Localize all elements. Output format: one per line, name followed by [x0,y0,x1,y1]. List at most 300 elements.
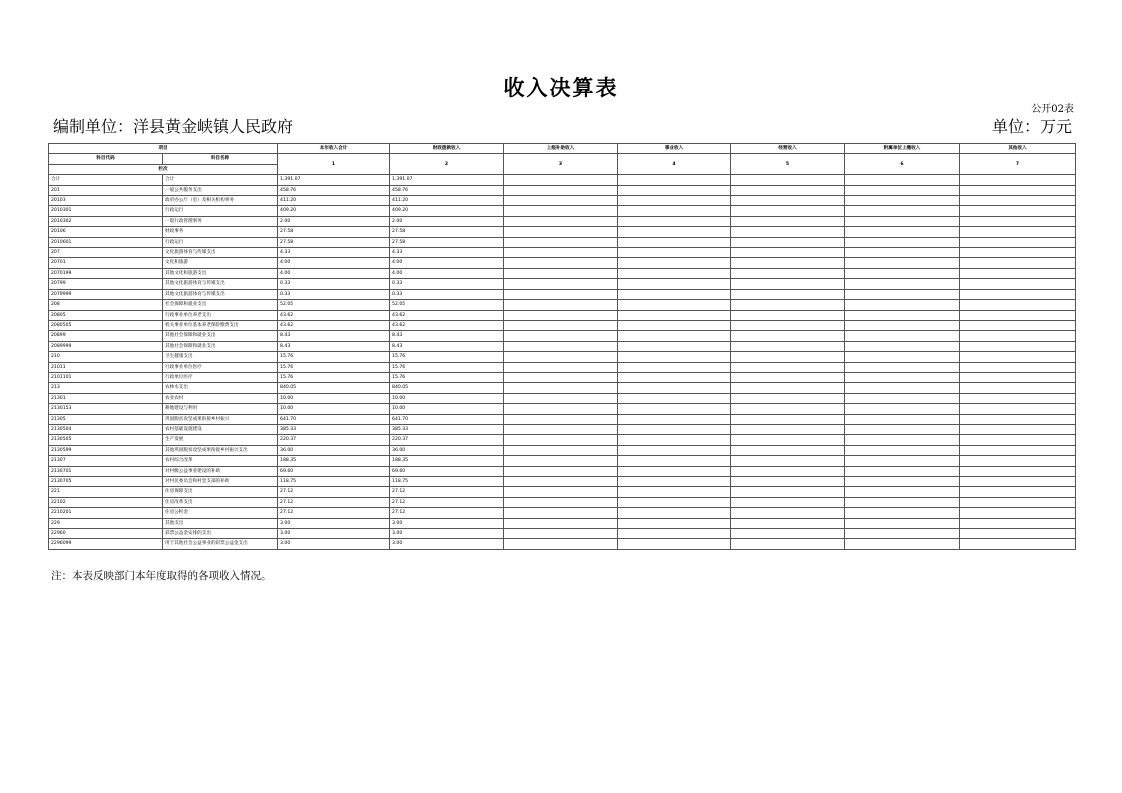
row-total: 641.70 [278,414,390,424]
empty-cell [504,206,618,216]
table-row [49,445,1076,455]
row-code: 2130705 [49,477,163,487]
row-total: 69.60 [278,466,390,476]
empty-cell [504,216,618,226]
empty-cell [960,310,1076,320]
table-row [49,352,1076,362]
empty-cell [960,414,1076,424]
page-title: 收入决算表 [503,75,619,100]
row-code: 2010301 [49,206,163,216]
table-row [49,320,1076,330]
empty-cell [960,404,1076,414]
empty-cell [618,424,731,434]
row-fiscal: 2.00 [390,216,504,226]
empty-cell [960,300,1076,310]
empty-cell [960,352,1076,362]
col-num: 6 [845,154,960,175]
row-fiscal: 4.00 [390,258,504,268]
empty-cell [618,227,731,237]
table-row [49,435,1076,445]
row-code: 221 [49,487,163,497]
col-num: 2 [390,154,504,175]
table-row [49,341,1076,351]
empty-cell [960,320,1076,330]
row-total: 0.33 [278,279,390,289]
empty-cell [731,341,845,351]
empty-cell [618,352,731,362]
empty-cell [845,227,960,237]
table-body [49,175,1076,550]
empty-cell [960,289,1076,299]
table-row [49,185,1076,195]
empty-cell [960,268,1076,278]
row-name: 对村级公益事业建设的补助 [163,466,278,476]
empty-cell [504,352,618,362]
empty-cell [845,529,960,539]
footnote: 注：本表反映部门本年度取得的各项收入情况。 [51,570,272,582]
row-fiscal: 118.75 [390,477,504,487]
row-fiscal: 36.00 [390,445,504,455]
empty-cell [504,227,618,237]
row-fiscal: 8.43 [390,331,504,341]
table-row [49,196,1076,206]
table-row [49,372,1076,382]
empty-cell [618,383,731,393]
row-code: 2130701 [49,466,163,476]
empty-cell [504,393,618,403]
empty-cell [618,414,731,424]
empty-cell [618,372,731,382]
empty-cell [845,175,960,185]
table-row [49,248,1076,258]
row-total: 3.00 [278,539,390,549]
empty-cell [845,300,960,310]
row-fiscal: 27.58 [390,227,504,237]
row-code: 20899 [49,331,163,341]
empty-cell [618,216,731,226]
compiling-unit: 编制单位：洋县黄金峡镇人民政府 [53,117,294,136]
empty-cell [504,237,618,247]
empty-cell [504,331,618,341]
empty-cell [731,404,845,414]
empty-cell [618,310,731,320]
row-total: 10.00 [278,404,390,414]
empty-cell [731,227,845,237]
row-name: 对村民委员会和村党支部的补助 [163,477,278,487]
empty-cell [731,320,845,330]
empty-cell [731,456,845,466]
empty-cell [845,539,960,549]
row-name: 其他文化和旅游支出 [163,268,278,278]
row-name: 住房改革支出 [163,497,278,507]
empty-cell [731,185,845,195]
empty-cell [845,310,960,320]
empty-cell [731,310,845,320]
empty-cell [731,445,845,455]
row-fiscal: 52.05 [390,300,504,310]
empty-cell [731,414,845,424]
empty-cell [960,456,1076,466]
empty-cell [845,206,960,216]
empty-cell [960,477,1076,487]
row-code: 2010302 [49,216,163,226]
empty-cell [845,196,960,206]
empty-cell [960,362,1076,372]
row-name: 其他文化旅游体育与传媒支出 [163,279,278,289]
row-total: 8.43 [278,341,390,351]
empty-cell [845,497,960,507]
row-total: 385.33 [278,424,390,434]
empty-cell [504,268,618,278]
empty-cell [618,404,731,414]
empty-cell [960,206,1076,216]
empty-cell [731,529,845,539]
empty-cell [960,175,1076,185]
row-code: 22960 [49,529,163,539]
empty-cell [504,539,618,549]
row-name: 其他文化旅游体育与传媒支出 [163,289,278,299]
row-total: 118.75 [278,477,390,487]
col-num: 4 [618,154,731,175]
empty-cell [960,196,1076,206]
table-row [49,393,1076,403]
empty-cell [960,435,1076,445]
empty-cell [504,310,618,320]
row-name: 机关事业单位基本养老保险缴费支出 [163,320,278,330]
empty-cell [845,404,960,414]
row-code: 20799 [49,279,163,289]
empty-cell [960,258,1076,268]
empty-cell [960,424,1076,434]
empty-cell [960,508,1076,518]
row-code: 208 [49,300,163,310]
table-row [49,175,1076,185]
empty-cell [845,320,960,330]
row-name: 巩固脱贫攻坚成果衔接乡村振兴 [163,414,278,424]
table-row [49,456,1076,466]
row-code: 2070199 [49,268,163,278]
row-name: 农林水支出 [163,383,278,393]
row-name: 行政事业单位医疗 [163,362,278,372]
col-num: 7 [960,154,1076,175]
empty-cell [845,372,960,382]
empty-cell [504,175,618,185]
empty-cell [618,300,731,310]
row-fiscal: 27.12 [390,508,504,518]
empty-cell [845,487,960,497]
empty-cell [960,237,1076,247]
empty-cell [731,497,845,507]
empty-cell [504,445,618,455]
row-name: 合计 [163,175,278,185]
row-total: 52.05 [278,300,390,310]
empty-cell [731,331,845,341]
empty-cell [960,393,1076,403]
row-code: 210 [49,352,163,362]
row-total: 411.20 [278,196,390,206]
row-name: 生产发展 [163,435,278,445]
empty-cell [960,279,1076,289]
row-total: 4.00 [278,258,390,268]
empty-cell [845,248,960,258]
row-total: 409.20 [278,206,390,216]
row-code: 2210201 [49,508,163,518]
empty-cell [731,393,845,403]
empty-cell [731,487,845,497]
empty-cell [845,424,960,434]
empty-cell [731,268,845,278]
header-col-total: 本年收入合计 [278,144,390,154]
empty-cell [845,237,960,247]
row-name: 社会保障和就业支出 [163,300,278,310]
empty-cell [504,248,618,258]
empty-cell [504,320,618,330]
empty-cell [504,372,618,382]
header-col-business: 事业收入 [618,144,731,154]
empty-cell [618,362,731,372]
row-fiscal: 15.76 [390,372,504,382]
table-row [49,518,1076,528]
empty-cell [960,445,1076,455]
row-fiscal: 1,391.07 [390,175,504,185]
row-fiscal: 10.00 [390,404,504,414]
empty-cell [618,393,731,403]
row-total: 220.37 [278,435,390,445]
row-fiscal: 220.37 [390,435,504,445]
empty-cell [504,497,618,507]
row-total: 3.00 [278,529,390,539]
empty-cell [960,539,1076,549]
empty-cell [618,456,731,466]
row-total: 27.12 [278,487,390,497]
row-code: 20805 [49,310,163,320]
empty-cell [618,237,731,247]
row-total: 458.76 [278,185,390,195]
row-fiscal: 27.58 [390,237,504,247]
empty-cell [731,196,845,206]
row-code: 21301 [49,393,163,403]
empty-cell [731,352,845,362]
row-code: 2130153 [49,404,163,414]
row-total: 1,391.07 [278,175,390,185]
empty-cell [960,185,1076,195]
row-name: 用于其他社会公益事业的彩票公益金支出 [163,539,278,549]
row-fiscal: 641.70 [390,414,504,424]
row-fiscal: 0.33 [390,289,504,299]
row-fiscal: 10.00 [390,393,504,403]
row-fiscal: 4.33 [390,248,504,258]
table-row [49,300,1076,310]
table-row [49,289,1076,299]
row-total: 43.62 [278,320,390,330]
row-code: 2296099 [49,539,163,549]
row-code: 21305 [49,414,163,424]
row-code: 合计 [49,175,163,185]
empty-cell [731,216,845,226]
row-name: 耕地建设与利用 [163,404,278,414]
empty-cell [731,206,845,216]
header-col-superior: 上级补助收入 [504,144,618,154]
empty-cell [845,331,960,341]
row-total: 840.05 [278,383,390,393]
row-fiscal: 458.76 [390,185,504,195]
empty-cell [504,383,618,393]
empty-cell [504,196,618,206]
row-name: 行政单位医疗 [163,372,278,382]
row-code: 2101101 [49,372,163,382]
row-name: 其他社会保障和就业支出 [163,341,278,351]
empty-cell [845,258,960,268]
row-code: 229 [49,518,163,528]
table-row [49,414,1076,424]
row-name: 其他社会保障和就业支出 [163,331,278,341]
row-total: 43.62 [278,310,390,320]
empty-cell [845,341,960,351]
row-total: 4.33 [278,248,390,258]
empty-cell [618,539,731,549]
row-code: 2079999 [49,289,163,299]
empty-cell [845,352,960,362]
row-code: 20103 [49,196,163,206]
row-code: 21307 [49,456,163,466]
row-code: 22102 [49,497,163,507]
empty-cell [504,508,618,518]
empty-cell [504,362,618,372]
header-col-fiscal: 财政拨款收入 [390,144,504,154]
empty-cell [960,383,1076,393]
table-row [49,279,1076,289]
row-name: 政府办公厅（室）及相关机构事务 [163,196,278,206]
empty-cell [618,196,731,206]
empty-cell [960,497,1076,507]
row-fiscal: 27.12 [390,487,504,497]
empty-cell [504,279,618,289]
empty-cell [618,477,731,487]
row-fiscal: 0.33 [390,279,504,289]
row-code: 2010601 [49,237,163,247]
empty-cell [731,248,845,258]
table-row [49,206,1076,216]
empty-cell [845,466,960,476]
empty-cell [731,466,845,476]
empty-cell [618,175,731,185]
empty-cell [960,341,1076,351]
row-name: 农业农村 [163,393,278,403]
empty-cell [504,456,618,466]
empty-cell [504,300,618,310]
empty-cell [845,456,960,466]
empty-cell [618,508,731,518]
row-total: 15.76 [278,372,390,382]
empty-cell [618,497,731,507]
table-row [49,487,1076,497]
empty-cell [618,341,731,351]
empty-cell [845,362,960,372]
empty-cell [618,435,731,445]
table-row [49,227,1076,237]
empty-cell [618,258,731,268]
header-code: 科目代码 [49,154,163,164]
empty-cell [504,518,618,528]
header-col-other: 其他收入 [960,144,1076,154]
row-name: 农村基础设施建设 [163,424,278,434]
table-row [49,331,1076,341]
empty-cell [618,487,731,497]
row-code: 207 [49,248,163,258]
row-name: 文化旅游体育与传媒支出 [163,248,278,258]
table-row [49,466,1076,476]
empty-cell [845,279,960,289]
row-name: 财政事务 [163,227,278,237]
empty-cell [504,529,618,539]
empty-cell [504,258,618,268]
row-name: 一般行政管理事务 [163,216,278,226]
row-code: 2130505 [49,435,163,445]
empty-cell [618,289,731,299]
currency-unit: 单位：万元 [991,117,1072,136]
col-num: 1 [278,154,390,175]
table-row [49,362,1076,372]
empty-cell [504,466,618,476]
table-row [49,477,1076,487]
row-total: 3.00 [278,518,390,528]
empty-cell [504,289,618,299]
row-code: 213 [49,383,163,393]
row-total: 8.43 [278,331,390,341]
row-total: 36.00 [278,445,390,455]
empty-cell [960,227,1076,237]
empty-cell [731,300,845,310]
row-total: 2.00 [278,216,390,226]
row-total: 27.12 [278,497,390,507]
empty-cell [504,404,618,414]
empty-cell [731,424,845,434]
table-row [49,310,1076,320]
row-fiscal: 840.05 [390,383,504,393]
table-row [49,497,1076,507]
empty-cell [960,529,1076,539]
empty-cell [845,185,960,195]
empty-cell [618,248,731,258]
row-total: 27.58 [278,237,390,247]
empty-cell [960,216,1076,226]
empty-cell [731,539,845,549]
empty-cell [504,185,618,195]
row-fiscal: 69.60 [390,466,504,476]
empty-cell [618,529,731,539]
table-row [49,404,1076,414]
row-code: 20106 [49,227,163,237]
empty-cell [731,237,845,247]
empty-cell [618,518,731,528]
row-fiscal: 385.33 [390,424,504,434]
empty-cell [731,508,845,518]
empty-cell [845,477,960,487]
col-num: 5 [731,154,845,175]
row-code: 2130599 [49,445,163,455]
row-name: 住房公积金 [163,508,278,518]
row-name: 彩票公益金安排的支出 [163,529,278,539]
empty-cell [731,435,845,445]
row-name: 文化和旅游 [163,258,278,268]
empty-cell [845,435,960,445]
row-fiscal: 3.00 [390,518,504,528]
empty-cell [504,477,618,487]
empty-cell [845,289,960,299]
header-col-subsidiary: 附属单位上缴收入 [845,144,960,154]
col-num: 3 [504,154,618,175]
empty-cell [731,258,845,268]
